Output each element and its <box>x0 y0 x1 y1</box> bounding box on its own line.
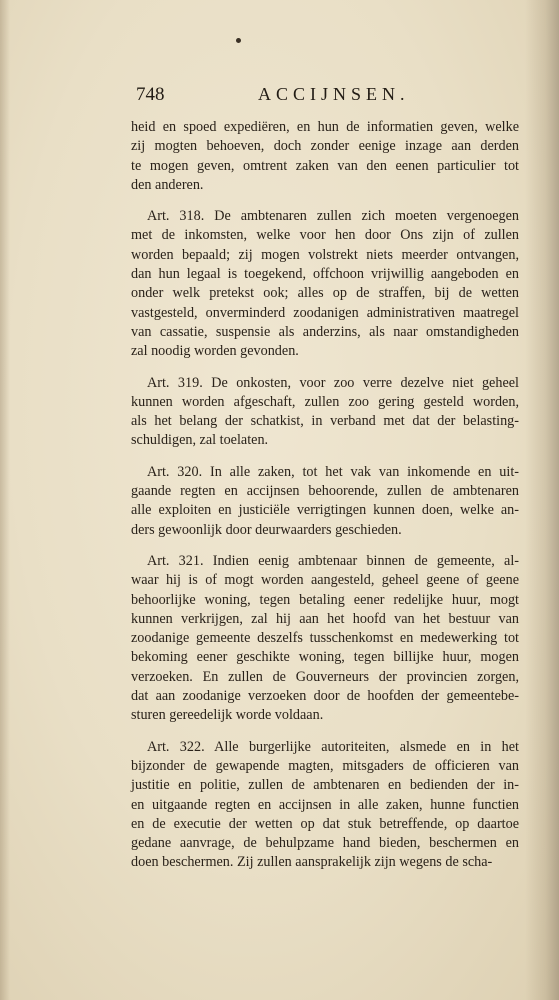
text-line: zoodanige gemeente deszelfs tusschenkomst en medewerking tot <box>131 630 519 647</box>
text-line: vastgesteld, onverminderd zoodanigen administrativen maatregel <box>131 304 519 321</box>
paragraph-art-318 <box>131 207 519 361</box>
text-line: bekoming eener geschikte woning, tegen billijke huur, mogen <box>131 649 519 666</box>
binding-gutter-shadow <box>525 0 559 1000</box>
text-line: gaande regten en accijnsen behoorende, zullen de ambtenaren <box>131 483 519 500</box>
text-line: met de inkomsten, welke voor hen door Ons zijn of zullen <box>131 227 519 244</box>
paragraph-gap <box>131 451 519 463</box>
text-line: waar hij is of mogt worden aangesteld, geheel geene of geene <box>131 572 519 589</box>
paragraph-art-322 <box>131 738 519 873</box>
page-edge-shadow <box>0 0 10 1000</box>
text-line: behoorlijke woning, tegen betaling eener redelijke huur, mogt <box>131 591 519 608</box>
paragraph-gap <box>131 195 519 207</box>
text-line: bijzonder de gewapende magten, mitsgaders de officieren van <box>131 757 519 774</box>
text-line: Art. 320. In alle zaken, tot het vak van inkomende en uit- <box>147 463 519 480</box>
text-line: dat aan zoodanige verzoeken door de hoofden der gemeentebe- <box>131 688 519 705</box>
text-line: dan hun legaal is toegekend, offchoon vrijwillig aangeboden en <box>131 266 519 283</box>
paragraph-gap <box>131 726 519 738</box>
text-line: zal noodig worden gevonden. <box>131 343 299 360</box>
body-text <box>131 118 519 873</box>
text-line: worden bepaald; zij mogen volstrekt niets meerder ontvangen, <box>131 246 519 263</box>
running-head: ACCIJNSEN. <box>258 84 410 104</box>
paragraph-art-321 <box>131 552 519 726</box>
text-line: zij mogten behoeven, doch zonder eenige inzage aan derden <box>131 138 519 155</box>
text-line: Art. 322. Alle burgerlijke autoriteiten, alsmede en in het <box>147 738 519 755</box>
text-line: gedane aanvrage, de behulpzame hand bieden, beschermen en <box>131 835 519 852</box>
text-line: ders gewoonlijk door deurwaarders geschieden. <box>131 521 402 538</box>
text-line: als het belang der schatkist, in verband met dat der belasting- <box>131 413 519 430</box>
text-line: kunnen worden afgeschaft, zullen zoo gering gesteld worden, <box>131 393 519 410</box>
text-line: doen beschermen. Zij zullen aansprakelijk zijn wegens de scha- <box>131 854 493 871</box>
text-line: den anderen. <box>131 176 204 193</box>
text-line: en de executie der wetten op dat stuk betreffende, op daartoe <box>131 815 519 832</box>
text-line: onder welk pretekst ook; alles op de straffen, bij de wetten <box>131 285 519 302</box>
text-line: van cassatie, suspensie als anderzins, als naar omstandigheden <box>131 323 519 340</box>
paragraph-art-320 <box>131 463 519 540</box>
paragraph-gap <box>131 540 519 552</box>
paragraph-continuation <box>131 118 519 195</box>
ink-dot <box>236 38 241 43</box>
text-line: sturen gereedelijk worde voldaan. <box>131 707 324 724</box>
paragraph-gap <box>131 362 519 374</box>
page-header <box>136 84 426 108</box>
text-line: Art. 319. De onkosten, voor zoo verre dezelve niet geheel <box>147 374 519 391</box>
text-line: en uitgaande regten en accijnsen in alle zaken, hunne functien <box>131 796 519 813</box>
text-line: Art. 321. Indien eenig ambtenaar binnen de gemeente, al- <box>147 552 519 569</box>
page-number: 748 <box>136 84 165 105</box>
paragraph-art-319 <box>131 374 519 451</box>
text-line: verzoeken. En zullen de Gouverneurs der provincien zorgen, <box>131 668 519 685</box>
text-line: te mogen geven, omtrent zaken van den eenen particulier tot <box>131 157 519 174</box>
text-line: schuldigen, zal toelaten. <box>131 432 269 449</box>
text-line: justitie en politie, zullen de ambtenaren en bedienden der in- <box>131 777 519 794</box>
text-line: kunnen verkrijgen, zal hij aan het hoofd van het bestuur van <box>131 610 519 627</box>
text-line: alle exploiten en justiciële verrigtingen kunnen doen, welke an- <box>131 502 519 519</box>
text-line: Art. 318. De ambtenaren zullen zich moeten vergenoegen <box>147 208 519 225</box>
text-line: heid en spoed expediëren, en hun de informatien geven, welke <box>131 119 519 135</box>
